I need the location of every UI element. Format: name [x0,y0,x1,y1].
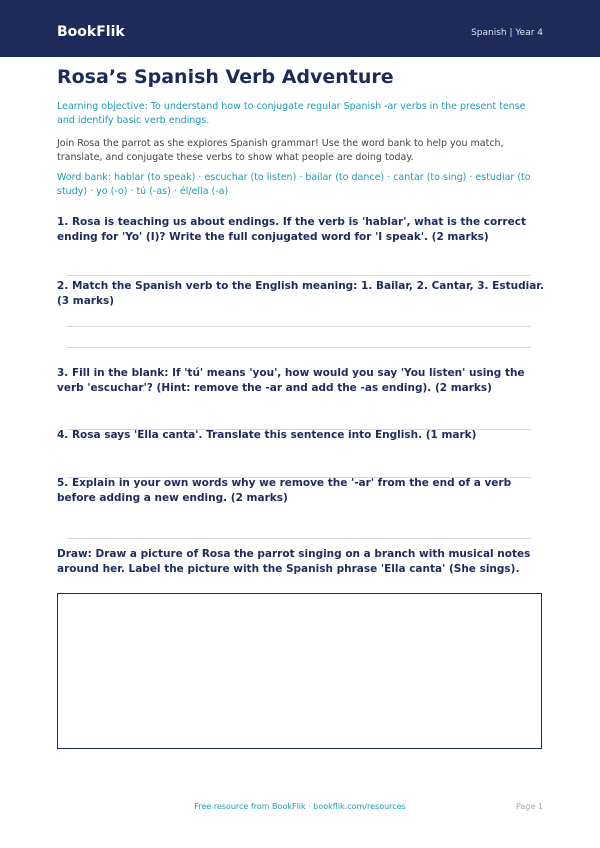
question-2: 2. Match the Spanish verb to the English meaning: 1. Bailar, 2. Cantar, 3. Estudiar. (3 marks) [57,280,544,307]
word-bank: Word bank: hablar (to speak) · escuchar (to listen) · bailar (to dance) · cantar (to sing) · estudiar (to study) · yo (-o) · tú (-as) · él/ella (-a) [57,172,531,197]
brand-logo-text: BookFlik [57,24,125,40]
footer-text: Free resource from BookFlik · bookflik.com/resources [194,802,406,811]
answer-line [67,326,531,327]
page-header [0,0,600,57]
draw-prompt: Draw: Draw a picture of Rosa the parrot singing on a branch with musical notes around her. Label the picture with the Spanish phrase 'Ella canta' (She sings). [57,548,531,575]
answer-line [67,275,531,276]
answer-line [67,538,531,539]
page-number: Page 1 [516,802,543,811]
question-5: 5. Explain in your own words why we remove the '-ar' from the end of a verb before adding a new ending. (2 marks) [57,477,512,504]
learning-objective: Learning objective: To understand how to conjugate regular Spanish -ar verbs in the present tense and identify basic verb endings. [57,101,526,126]
question-4: 4. Rosa says 'Ella canta'. Translate this sentence into English. (1 mark) [57,429,477,441]
question-1: 1. Rosa is teaching us about endings. If the verb is 'hablar', what is the correct ending for 'Yo' (I)? Write the full conjugated word for 'I speak'. (2 marks) [57,216,526,243]
question-3: 3. Fill in the blank: If 'tú' means 'you', how would you say 'You listen' using the verb 'escuchar'? (Hint: remove the -ar and add the -as ending). (2 marks) [57,367,525,394]
intro-text: Join Rosa the parrot as she explores Spanish grammar! Use the word bank to help you match, translate, and conjugate these verbs to show what people are doing today. [57,138,504,163]
worksheet-title: Rosa’s Spanish Verb Adventure [57,66,394,88]
subject-year-label: Spanish | Year 4 [471,28,543,38]
drawing-area[interactable] [57,593,542,749]
answer-line [67,347,531,348]
